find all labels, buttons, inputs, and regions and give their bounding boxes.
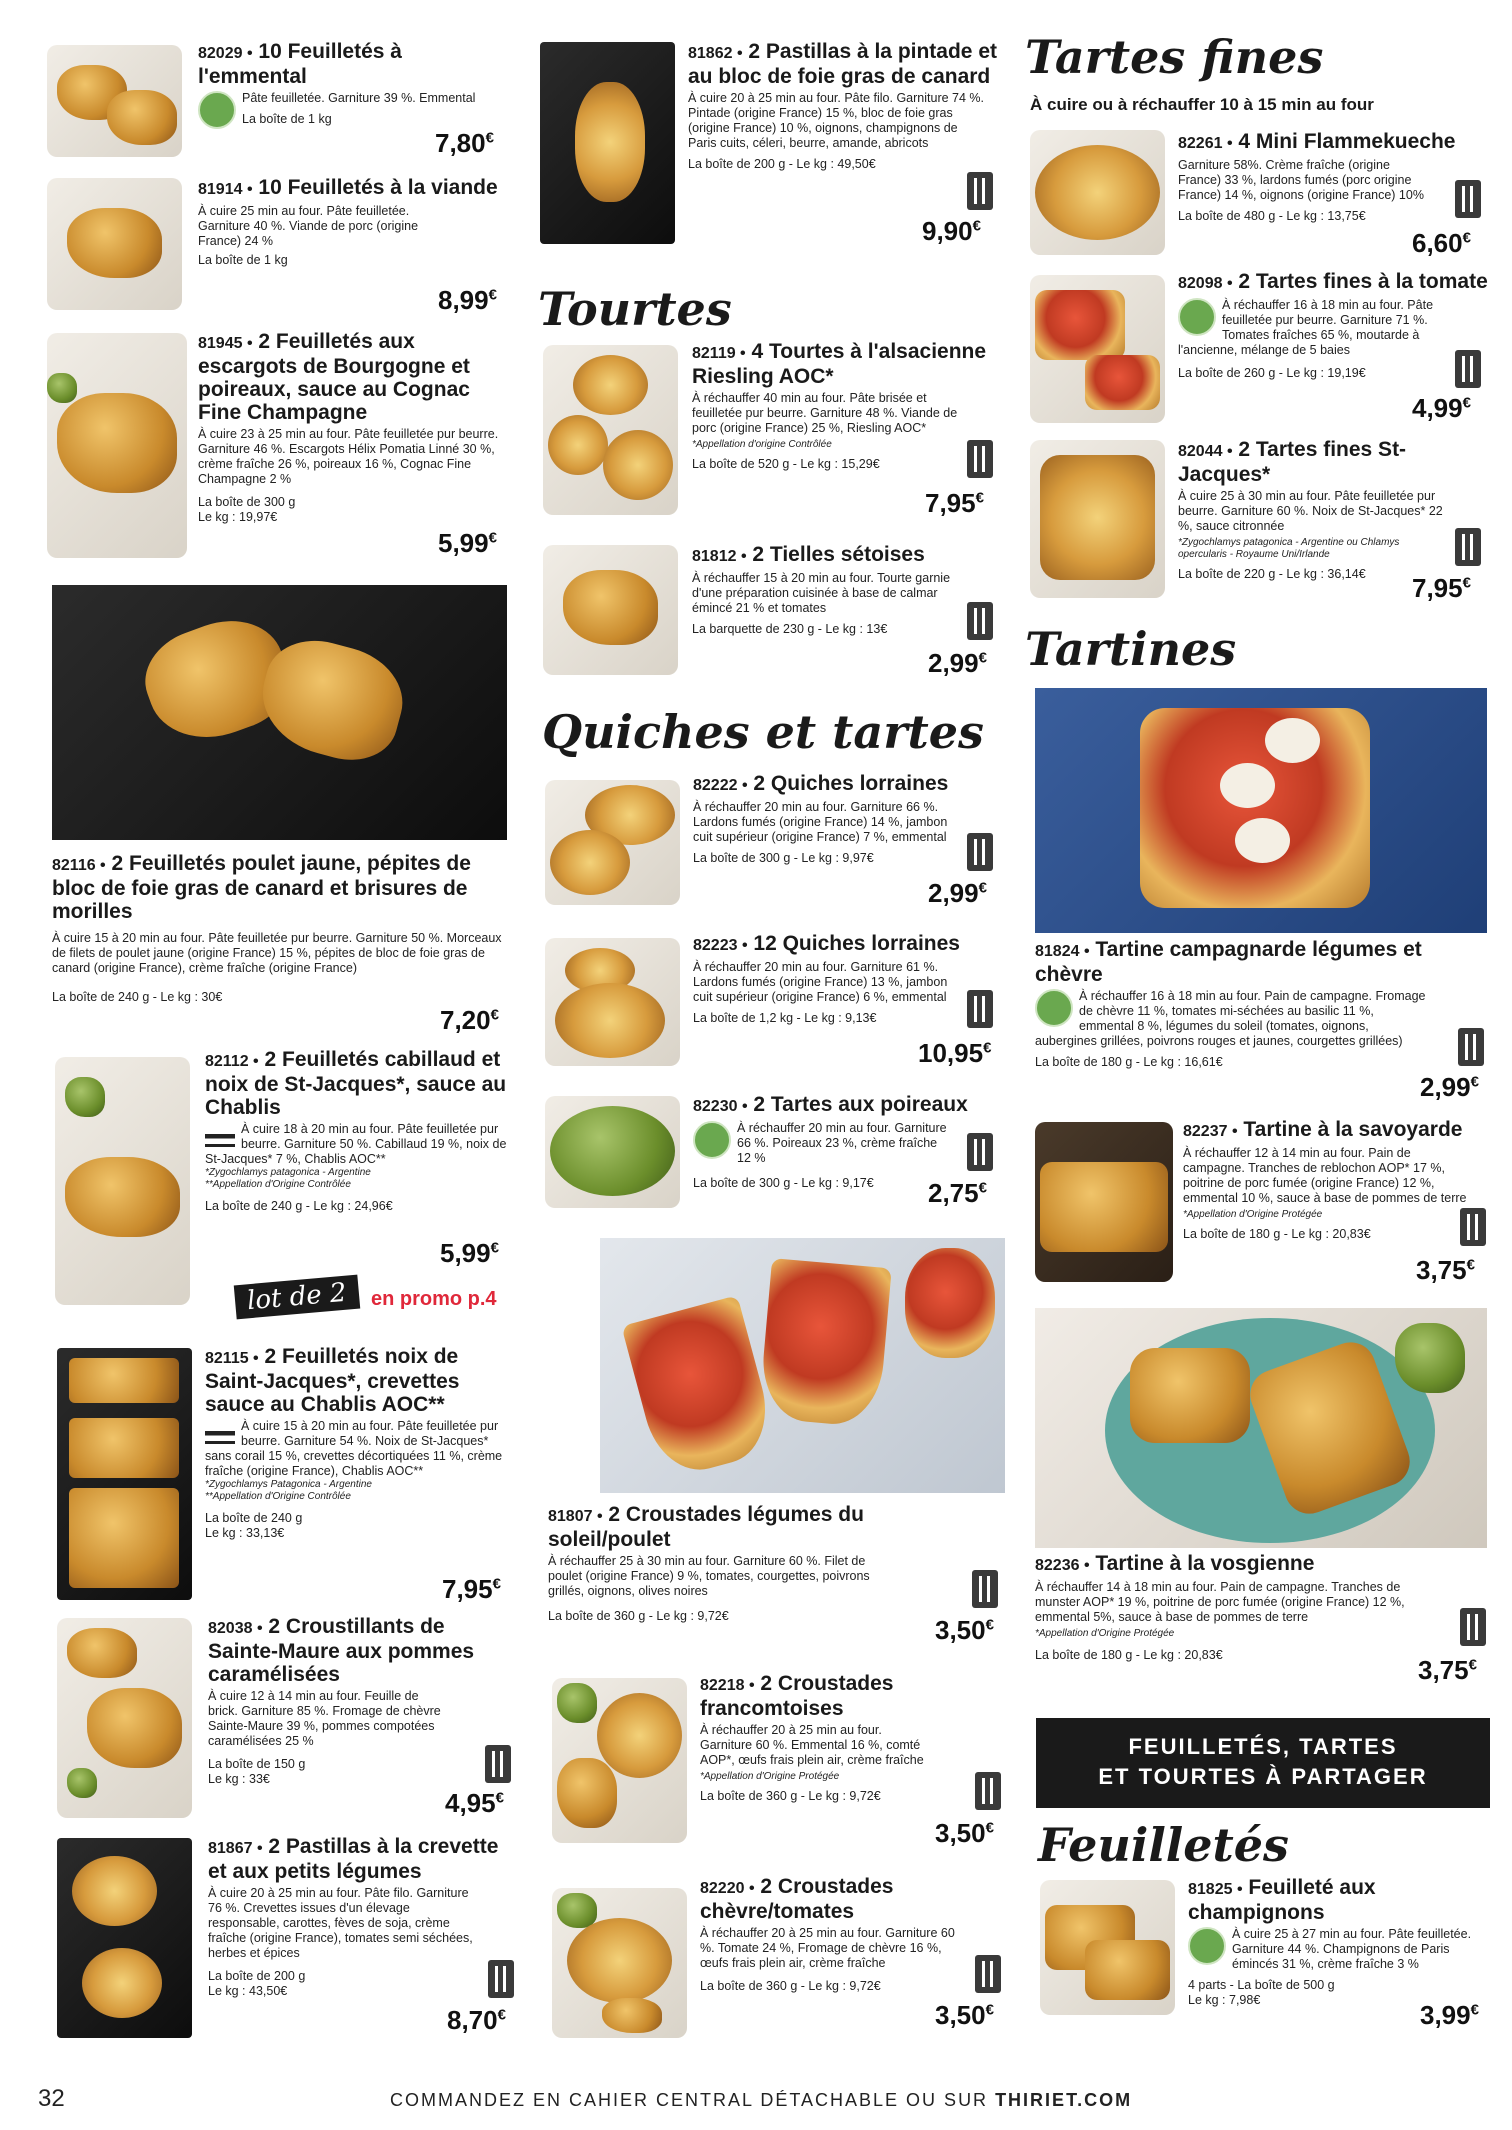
- product-ref: 82218 •: [700, 1677, 755, 1694]
- product-price: 10,95€: [918, 1038, 992, 1068]
- product-image: [1030, 130, 1165, 255]
- product-weight: La boîte de 150 g: [208, 1757, 306, 1771]
- product-image: [600, 1238, 1005, 1493]
- product-note: **Appellation d'Origine Contrôlée: [205, 1179, 351, 1190]
- product-81825[interactable]: [1188, 1876, 1493, 2008]
- section-title-quiches: Quiches et tartes: [542, 705, 984, 759]
- product-weight: La boîte de 180 g - Le kg : 16,61€: [1035, 1055, 1223, 1069]
- banner-line: ET TOURTES À PARTAGER: [1098, 1764, 1428, 1789]
- product-price-per-kg: Le kg : 33€: [208, 1772, 270, 1786]
- fishing-boat-icon: [205, 1122, 235, 1147]
- product-image: [552, 1678, 687, 1843]
- product-82044[interactable]: [1178, 438, 1488, 582]
- product-image: [47, 45, 182, 157]
- veggie-icon: [198, 91, 236, 129]
- promo-link[interactable]: en promo p.4: [370, 1288, 497, 1310]
- product-81824[interactable]: [1035, 938, 1485, 1070]
- product-name: 10 Feuilletés à la viande: [258, 176, 498, 199]
- website-link[interactable]: THIRIET.COM: [995, 2090, 1133, 2110]
- product-81812[interactable]: [692, 543, 1002, 637]
- product-82230[interactable]: [693, 1093, 1003, 1191]
- product-name: 4 Mini Flammekueche: [1238, 130, 1456, 153]
- product-desc: À réchauffer 16 à 18 min au four. Pâte feuilletée pur beurre. Garniture 71 %. Tomates fraîches 65 %, moutarde à l'ancienne, mélange de 5 baies: [1178, 298, 1434, 357]
- product-weight: La boîte de 360 g - Le kg : 9,72€: [548, 1609, 729, 1623]
- product-image: [57, 1348, 192, 1600]
- fork-knife-icon: [967, 440, 993, 478]
- product-desc: À cuire 25 min au four. Pâte feuilletée. Garniture 40 %. Viande de porc (origine France) 24 %: [198, 204, 419, 248]
- product-image: [1035, 1122, 1173, 1282]
- fishing-boat-icon: [205, 1419, 235, 1444]
- page-number: 32: [38, 2085, 65, 2112]
- product-name: 2 Feuilletés poulet jaune, pépites de bloc de foie gras de canard et brisures de morilles: [52, 852, 471, 923]
- product-name: 2 Tartes fines à la tomate: [1238, 270, 1488, 293]
- order-text: COMMANDEZ EN CAHIER CENTRAL DÉTACHABLE OU SUR: [390, 2090, 996, 2110]
- product-name: 4 Tourtes à l'alsacienne Riesling AOC*: [692, 340, 987, 388]
- product-81867[interactable]: [208, 1835, 518, 1999]
- product-desc: À cuire 20 à 25 min au four. Pâte filo. Garniture 74 %. Pintade (origine France) 15 %, bloc de foie gras (origine France) 10 %, oignons, champignons de Paris cuits, céleri, beurre, amande, abricots: [688, 91, 984, 150]
- product-desc: À réchauffer 40 min au four. Pâte brisée et feuilletée pur beurre. Garniture 48 %. Viande de porc (origine France) 25 %, Riesling AOC*: [692, 391, 958, 435]
- product-desc: À réchauffer 20 à 25 min au four. Garniture 60 %. Emmental 16 %, comté AOP*, œufs frais plein air, crème fraîche: [700, 1723, 924, 1767]
- product-81914[interactable]: [198, 176, 506, 268]
- product-ref: 82119 •: [692, 345, 746, 362]
- fork-knife-icon: [975, 1772, 1001, 1810]
- product-82116[interactable]: [52, 852, 502, 1005]
- product-weight: La boîte de 260 g - Le kg : 19,19€: [1178, 366, 1366, 380]
- product-name: 10 Feuilletés à l'emmental: [198, 40, 402, 88]
- order-info: [390, 2090, 1132, 2111]
- product-weight: La boîte de 180 g - Le kg : 20,83€: [1183, 1227, 1371, 1241]
- section-title-feuilletes: Feuilletés: [1038, 1818, 1289, 1872]
- product-price: 3,50€: [935, 2000, 994, 2030]
- product-82115[interactable]: [205, 1345, 515, 1541]
- product-desc: À réchauffer 20 min au four. Garniture 61 %. Lardons fumés (origine France) 13 %, jambon cuit supérieur (origine France) 6 %, emmental: [693, 960, 948, 1004]
- product-image: [1035, 688, 1487, 933]
- product-ref: 81824 •: [1035, 943, 1090, 960]
- product-81807[interactable]: [548, 1503, 878, 1624]
- fork-knife-icon: [967, 602, 993, 640]
- product-desc: À réchauffer 20 min au four. Garniture 66 %. Lardons fumés (origine France) 14 %, jambon cuit supérieur (origine France) 7 %, emmental: [693, 800, 948, 844]
- fork-knife-icon: [1460, 1608, 1486, 1646]
- product-82112[interactable]: [205, 1048, 510, 1214]
- product-ref: 82220 •: [700, 1880, 755, 1897]
- product-price-per-kg: Le kg : 33,13€: [205, 1526, 285, 1540]
- product-ref: 82115 •: [205, 1350, 259, 1367]
- fork-knife-icon: [967, 1133, 993, 1171]
- product-weight: La boîte de 240 g: [205, 1511, 303, 1525]
- product-name: 2 Tartes aux poireaux: [753, 1093, 968, 1116]
- product-ref: 81807 •: [548, 1508, 603, 1525]
- product-image: [1030, 440, 1165, 598]
- product-weight: La boîte de 360 g - Le kg : 9,72€: [700, 1789, 881, 1803]
- product-ref: 82237 •: [1183, 1123, 1238, 1140]
- product-image: [545, 780, 680, 905]
- product-ref: 82098 •: [1178, 275, 1233, 292]
- product-ref: 81812 •: [692, 548, 747, 565]
- veggie-icon: [1188, 1927, 1226, 1965]
- fork-knife-icon: [1455, 528, 1481, 566]
- product-price-per-kg: Le kg : 43,50€: [208, 1984, 288, 1998]
- product-price: 3,50€: [935, 1615, 994, 1645]
- product-desc: À réchauffer 20 à 25 min au four. Garniture 60 %. Tomate 24 %, Fromage de chèvre 16 %, œufs frais plein air, crème fraîche: [700, 1926, 955, 1970]
- product-ref: 82112 •: [205, 1053, 259, 1070]
- promo-lot-de-2[interactable]: [235, 1277, 497, 1317]
- product-82119[interactable]: [692, 340, 1002, 472]
- product-name: 2 Croustades chèvre/tomates: [700, 1875, 894, 1923]
- product-name: Tartine à la vosgienne: [1095, 1552, 1315, 1575]
- product-weight: La boîte de 300 g: [198, 495, 296, 509]
- veggie-icon: [1035, 989, 1073, 1027]
- fork-knife-icon: [485, 1745, 511, 1783]
- product-weight: La boîte de 360 g - Le kg : 9,72€: [700, 1979, 881, 1993]
- product-price: 2,99€: [1420, 1072, 1479, 1102]
- product-name: 2 Pastillas à la crevette et aux petits légumes: [208, 1835, 499, 1883]
- product-image: [540, 42, 675, 244]
- product-desc: À cuire 20 à 25 min au four. Pâte filo. Garniture 76 %. Crevettes issues d'un élevage responsable, carottes, fèves de soja, crème fraîche (origine France), tomates semi séchées, herbes et épices: [208, 1886, 473, 1960]
- product-name: 2 Croustades francomtoises: [700, 1672, 894, 1720]
- product-desc: À cuire 25 à 30 min au four. Pâte feuilletée pur beurre. Garniture 60 %. Noix de St-Jacques* 22 %, sauce citronnée: [1178, 489, 1443, 533]
- product-price: 5,99€: [440, 1238, 499, 1268]
- product-82236[interactable]: [1035, 1552, 1485, 1663]
- product-82029[interactable]: [198, 40, 506, 129]
- product-desc: À réchauffer 16 à 18 min au four. Pain de campagne. Fromage de chèvre 11 %, tomates mi-séchées au basilic 11 %, emmental 8 %, légumes du soleil (tomates, oignons, aubergines grillées, poivrons rouges et jaunes, courgettes grillées): [1035, 989, 1426, 1048]
- product-desc: À réchauffer 20 min au four. Garniture 66 %. Poireaux 23 %, crème fraîche 12 %: [737, 1121, 947, 1165]
- product-name: 2 Feuilletés aux escargots de Bourgogne et poireaux, sauce au Cognac Fine Champagne: [198, 330, 470, 424]
- fork-knife-icon: [1458, 1028, 1484, 1066]
- fork-knife-icon: [1455, 350, 1481, 388]
- product-price: 2,75€: [928, 1178, 987, 1208]
- product-ref: 81867 •: [208, 1840, 263, 1857]
- product-ref: 82116 •: [52, 857, 106, 874]
- product-weight: La boîte de 1,2 kg - Le kg : 9,13€: [693, 1011, 877, 1025]
- product-ref: 82236 •: [1035, 1557, 1090, 1574]
- product-image: [57, 1838, 192, 2038]
- product-image: [47, 178, 182, 310]
- product-weight: La boîte de 220 g - Le kg : 36,14€: [1178, 567, 1366, 581]
- product-name: Tartine à la savoyarde: [1243, 1118, 1463, 1141]
- product-weight: La boîte de 480 g - Le kg : 13,75€: [1178, 209, 1366, 223]
- product-weight: La barquette de 230 g - Le kg : 13€: [692, 622, 888, 636]
- fork-knife-icon: [975, 1955, 1001, 1993]
- product-image: [552, 1888, 687, 2038]
- product-image: [545, 938, 680, 1066]
- product-price: 8,99€: [438, 285, 497, 315]
- product-price: 8,70€: [447, 2005, 506, 2035]
- product-desc: À cuire 18 à 20 min au four. Pâte feuilletée pur beurre. Garniture 50 %. Cabillaud 19 %, noix de St-Jacques* 7 %, Chablis AOC**: [205, 1122, 507, 1166]
- product-name: 2 Tartes fines St-Jacques*: [1178, 438, 1407, 486]
- product-note: *Appellation d'Origine Protégée: [1035, 1628, 1175, 1639]
- product-weight: La boîte de 300 g - Le kg : 9,17€: [693, 1176, 874, 1190]
- fork-knife-icon: [972, 1570, 998, 1608]
- product-desc: À réchauffer 12 à 14 min au four. Pain de campagne. Tranches de reblochon AOP* 17 %, poitrine de porc fumée (origine France) 12 %, emmental 10 %, sauce à base de pommes de terre: [1183, 1146, 1467, 1205]
- product-82237[interactable]: [1183, 1118, 1488, 1242]
- product-price: 3,99€: [1420, 2000, 1479, 2030]
- veggie-icon: [693, 1121, 731, 1159]
- product-name: 12 Quiches lorraines: [753, 932, 960, 955]
- product-image: [1040, 1880, 1175, 2015]
- product-price: 7,95€: [442, 1574, 501, 1604]
- product-image: [545, 1096, 680, 1208]
- product-desc: À cuire 12 à 14 min au four. Feuille de brick. Garniture 85 %. Fromage de chèvre Sainte-Maure 39 %, pommes compotées caramélisées 25 %: [208, 1689, 441, 1748]
- fork-knife-icon: [1455, 180, 1481, 218]
- product-price: 9,90€: [922, 216, 981, 246]
- product-note: *Appellation d'origine Contrôlée: [692, 439, 832, 450]
- product-name: 2 Feuilletés cabillaud et noix de St-Jacques*, sauce au Chablis: [205, 1048, 507, 1119]
- product-desc: Garniture 58%. Crème fraîche (origine France) 33 %, lardons fumés (porc origine France) 14 %, oignons (origine France) 10%: [1178, 158, 1424, 202]
- product-ref: 81862 •: [688, 45, 743, 62]
- product-price: 4,95€: [445, 1788, 504, 1818]
- product-ref: 82222 •: [693, 777, 748, 794]
- product-price: 2,99€: [928, 648, 987, 678]
- fork-knife-icon: [967, 172, 993, 210]
- product-weight: La boîte de 1 kg: [198, 253, 288, 267]
- product-ref: 82029 •: [198, 45, 253, 62]
- product-82038[interactable]: [208, 1615, 508, 1787]
- product-price: 3,75€: [1416, 1255, 1475, 1285]
- section-title-tourtes: Tourtes: [538, 282, 732, 336]
- product-82220[interactable]: [700, 1875, 1000, 1994]
- product-note: *Zygochlamys patagonica - Argentine: [205, 1167, 371, 1178]
- product-price: 7,95€: [1412, 573, 1471, 603]
- product-price: 5,99€: [438, 528, 497, 558]
- product-weight: La boîte de 200 g: [208, 1969, 306, 1983]
- product-name: 2 Tielles sétoises: [752, 543, 925, 566]
- product-note: *Appellation d'Origine Protégée: [700, 1771, 840, 1782]
- product-name: 2 Croustades légumes du soleil/poulet: [548, 1503, 864, 1551]
- product-image: [57, 1618, 192, 1818]
- product-price: 7,80€: [435, 128, 494, 158]
- product-price: 7,95€: [925, 488, 984, 518]
- product-ref: 82038 •: [208, 1620, 263, 1637]
- product-image: [1030, 275, 1165, 423]
- product-82218[interactable]: [700, 1672, 1000, 1804]
- product-ref: 81945 •: [198, 335, 253, 352]
- product-desc: À réchauffer 15 à 20 min au four. Tourte garnie d'une préparation cuisinée à base de calmar émincé 21 % et tomates: [692, 571, 951, 615]
- product-image: [543, 545, 678, 675]
- product-weight: 4 parts - La boîte de 500 g: [1188, 1978, 1335, 1992]
- promo-label: lot de 2: [234, 1275, 360, 1320]
- product-81945[interactable]: [198, 330, 508, 525]
- product-ref: 81914 •: [198, 181, 253, 198]
- veggie-icon: [1178, 298, 1216, 336]
- product-price-per-kg: Le kg : 19,97€: [198, 510, 278, 524]
- product-weight: La boîte de 180 g - Le kg : 20,83€: [1035, 1648, 1223, 1662]
- section-subtitle: À cuire ou à réchauffer 10 à 15 min au four: [1030, 95, 1374, 114]
- product-ref: 81825 •: [1188, 1881, 1243, 1898]
- product-note: *Appellation d'Origine Protégée: [1183, 1209, 1323, 1220]
- product-weight: La boîte de 300 g - Le kg : 9,97€: [693, 851, 874, 865]
- product-name: 2 Pastillas à la pintade et au bloc de foie gras de canard: [688, 40, 997, 88]
- product-desc: À cuire 23 à 25 min au four. Pâte feuilletée pur beurre. Garniture 46 %. Escargots Hélix Pomatia Linné 30 %, crème fraîche 26 %, poireaux 16 %, Cognac Fine Champagne 2 %: [198, 427, 499, 486]
- banner-line: FEUILLETÉS, TARTES: [1128, 1734, 1398, 1759]
- product-price: 3,75€: [1418, 1655, 1477, 1685]
- product-82261[interactable]: [1178, 130, 1488, 224]
- product-price: 7,20€: [440, 1005, 499, 1035]
- product-desc: À cuire 25 à 27 min au four. Pâte feuilletée. Garniture 44 %. Champignons de Paris émincés 31 %, crème fraîche 3 %: [1232, 1927, 1472, 1971]
- product-ref: 82261 •: [1178, 135, 1233, 152]
- product-ref: 82044 •: [1178, 443, 1233, 460]
- product-82222[interactable]: [693, 772, 1003, 866]
- product-note: *Zygochlamys Patagonica - Argentine: [205, 1479, 372, 1490]
- product-image: [55, 1057, 190, 1305]
- fork-knife-icon: [488, 1960, 514, 1998]
- product-weight: La boîte de 200 g - Le kg : 49,50€: [688, 157, 876, 171]
- product-desc: À cuire 15 à 20 min au four. Pâte feuilletée pur beurre. Garniture 54 %. Noix de St-Jacques* sans corail 15 %, crevettes décortiquées 11 %, crème fraîche (origine France), Chablis AOC**: [205, 1419, 503, 1478]
- product-weight: La boîte de 1 kg: [242, 112, 332, 126]
- category-banner: [1036, 1718, 1490, 1808]
- fork-knife-icon: [967, 990, 993, 1028]
- fork-knife-icon: [967, 833, 993, 871]
- product-weight: La boîte de 240 g - Le kg : 30€: [52, 990, 223, 1004]
- product-note: **Appellation d'Origine Contrôlée: [205, 1491, 351, 1502]
- product-81862[interactable]: [688, 40, 998, 172]
- product-price: 3,50€: [935, 1818, 994, 1848]
- product-82223[interactable]: [693, 932, 1003, 1026]
- product-82098[interactable]: [1178, 270, 1488, 381]
- product-price: 4,99€: [1412, 393, 1471, 423]
- product-name: Tartine campagnarde légumes et chèvre: [1035, 938, 1422, 986]
- section-title-tartines: Tartines: [1025, 622, 1237, 676]
- product-name: Feuilleté aux champignons: [1188, 1876, 1376, 1924]
- product-name: 2 Feuilletés noix de Saint-Jacques*, crevettes sauce au Chablis AOC**: [205, 1345, 460, 1416]
- product-image: [47, 333, 187, 558]
- product-name: 2 Croustillants de Sainte-Maure aux pommes caramélisées: [208, 1615, 475, 1686]
- product-price-per-kg: Le kg : 7,98€: [1188, 1993, 1261, 2007]
- product-weight: La boîte de 240 g - Le kg : 24,96€: [205, 1199, 393, 1213]
- product-desc: À cuire 15 à 20 min au four. Pâte feuilletée pur beurre. Garniture 50 %. Morceaux de filets de poulet jaune (origine France) 15 %, pépites de bloc de foie gras de canard (origine France), crème fraîche (origine France): [52, 931, 502, 975]
- product-desc: À réchauffer 25 à 30 min au four. Garniture 60 %. Filet de poulet (origine France) 9 %, tomates, courgettes, poivrons grillés, oignons, olives noires: [548, 1554, 870, 1598]
- product-price: 2,99€: [928, 878, 987, 908]
- product-ref: 82230 •: [693, 1098, 748, 1115]
- product-weight: La boîte de 520 g - Le kg : 15,29€: [692, 457, 880, 471]
- product-ref: 82223 •: [693, 937, 748, 954]
- product-desc: Pâte feuilletée. Garniture 39 %. Emmental: [242, 91, 476, 105]
- product-image: [52, 585, 507, 840]
- fork-knife-icon: [1460, 1208, 1486, 1246]
- product-image: [1035, 1308, 1487, 1548]
- product-desc: À réchauffer 14 à 18 min au four. Pain de campagne. Tranches de munster AOP* 19 %, poitrine de porc fumée (origine France) 12 %, emmental 5%, sauce à base de pommes de terre: [1035, 1580, 1405, 1624]
- product-note: *Zygochlamys patagonica - Argentine ou Chlamys opercularis - Royaume Uni/Irlande: [1178, 537, 1400, 560]
- product-name: 2 Quiches lorraines: [753, 772, 949, 795]
- product-price: 6,60€: [1412, 228, 1471, 258]
- section-title-tartes-fines: Tartes fines: [1025, 30, 1324, 84]
- product-image: [543, 345, 678, 515]
